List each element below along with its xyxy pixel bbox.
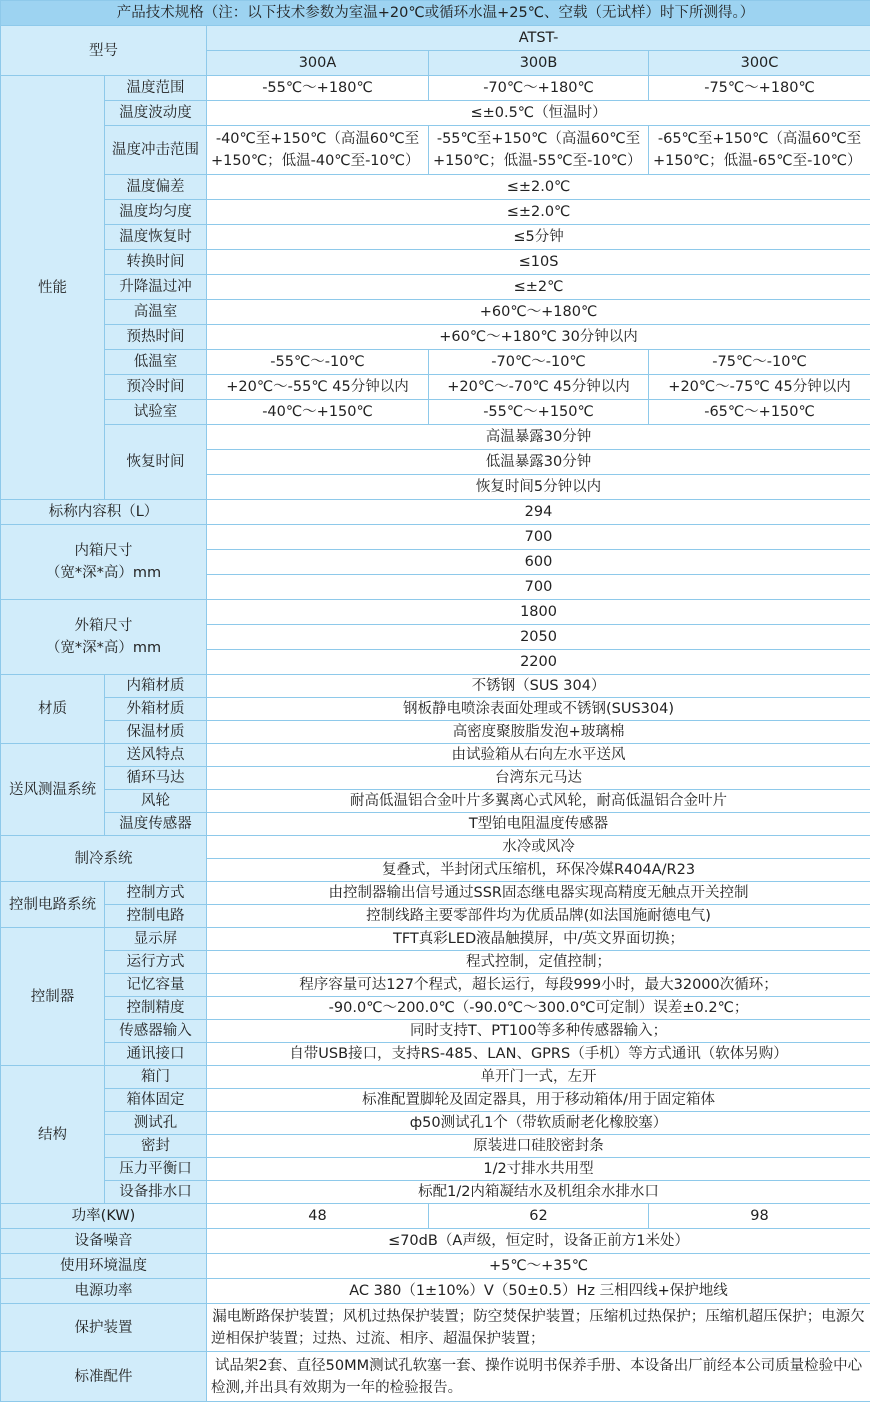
cell-value: T型铂电阻温度传感器 [207, 813, 870, 836]
cell-value: 高密度聚胺脂发泡+玻璃棉 [207, 721, 870, 744]
cell-value: 恢复时间5分钟以内 [207, 475, 870, 500]
cell-value: 2050 [207, 625, 870, 650]
model-300a: 300A [207, 51, 429, 76]
cell-value: AC 380（1±10%）V（50±0.5）Hz 三相四线+保护地线 [207, 1279, 870, 1304]
outer-size-title: 外箱尺寸 [74, 618, 133, 634]
cell-value: ≤±2℃ [207, 275, 870, 300]
cell-value: 钢板静电喷涂表面处理或不锈钢(SUS304) [207, 698, 870, 721]
cell-value: 98 [649, 1204, 870, 1229]
cell-value: -90.0℃～200.0℃（-90.0℃～300.0℃可定制）误差±0.2℃； [207, 997, 870, 1020]
label-control-circuit: 控制电路 [105, 905, 207, 928]
cell-value: -40℃至+150℃（高温60℃至+150℃；低温-40℃至-10℃） [207, 126, 429, 175]
label-door: 箱门 [105, 1066, 207, 1089]
cell-value: +20℃～-70℃ 45分钟以内 [429, 375, 649, 400]
label-motor: 循环马达 [105, 767, 207, 790]
label-outer-size [1, 600, 207, 675]
cell-value: 耐高低温铝合金叶片多翼离心式风轮，耐高低温铝合金叶片 [207, 790, 870, 813]
cell-value: -55℃～+180℃ [207, 76, 429, 101]
cell-value: 控制线路主要零部件均为优质品牌(如法国施耐德电气) [207, 905, 870, 928]
label-shock-range: 温度冲击范围 [105, 126, 207, 175]
label-precision: 控制精度 [105, 997, 207, 1020]
cell-value: 程式控制，定值控制； [207, 951, 870, 974]
label-supply: 电源功率 [1, 1279, 207, 1304]
label-noise: 设备噪音 [1, 1229, 207, 1254]
group-controller: 控制器 [1, 928, 105, 1066]
label-refrigeration: 制冷系统 [1, 836, 207, 882]
cell-value: 48 [207, 1204, 429, 1229]
label-temp-dev: 温度偏差 [105, 175, 207, 200]
cell-value: +5℃～+35℃ [207, 1254, 870, 1279]
cell-value: 不锈钢（SUS 304） [207, 675, 870, 698]
cell-value: ≤10S [207, 250, 870, 275]
cell-value: +60℃～+180℃ [207, 300, 870, 325]
cell-value: -75℃～+180℃ [649, 76, 870, 101]
group-control-circuit: 控制电路系统 [1, 882, 105, 928]
cell-value: 程序容量可达127个程式，超长运行，每段999小时，最大32000次循环； [207, 974, 870, 997]
label-temp-uniform: 温度均匀度 [105, 200, 207, 225]
cell-value: -55℃～+150℃ [429, 400, 649, 425]
label-comm: 通讯接口 [105, 1043, 207, 1066]
cell-value: 700 [207, 575, 870, 600]
cell-value: 62 [429, 1204, 649, 1229]
label-temp-fluct: 温度波动度 [105, 101, 207, 126]
model-label: 型号 [1, 26, 207, 76]
cell-value: ≤±0.5℃（恒温时） [207, 101, 870, 126]
label-temp-range: 温度范围 [105, 76, 207, 101]
cell-value: 由控制器输出信号通过SSR固态继电器实现高精度无触点开关控制 [207, 882, 870, 905]
cell-value: 同时支持T、PT100等多种传感器输入； [207, 1020, 870, 1043]
cell-value: -75℃～-10℃ [649, 350, 870, 375]
label-temp-sensor: 温度传感器 [105, 813, 207, 836]
cell-value: -55℃～-10℃ [207, 350, 429, 375]
cell-value: -65℃至+150℃（高温60℃至+150℃；低温-65℃至-10℃） [649, 126, 870, 175]
cell-value: 原装进口硅胶密封条 [207, 1135, 870, 1158]
label-cold-chamber: 低温室 [105, 350, 207, 375]
cell-value: 1800 [207, 600, 870, 625]
label-temp-recover: 温度恢复时 [105, 225, 207, 250]
cell-value: 复叠式，半封闭式压缩机，环保冷媒R404A/R23 [207, 859, 870, 882]
cell-value: 高温暴露30分钟 [207, 425, 870, 450]
cell-value: 700 [207, 525, 870, 550]
cell-value: -70℃～-10℃ [429, 350, 649, 375]
label-insulation: 保温材质 [105, 721, 207, 744]
group-performance: 性能 [1, 76, 105, 500]
label-air-feature: 送风特点 [105, 744, 207, 767]
label-drain: 设备排水口 [105, 1181, 207, 1204]
label-accessories: 标准配件 [1, 1352, 207, 1402]
model-300b: 300B [429, 51, 649, 76]
label-control-mode: 控制方式 [105, 882, 207, 905]
cell-value: 2200 [207, 650, 870, 675]
cell-value: 漏电断路保护装置；风机过热保护装置；防空焚保护装置；压缩机过热保护；压缩机超压保护；电源欠逆相保护装置；过热、过流、相序、超温保护装置； [207, 1304, 870, 1352]
cell-value: 1/2寸排水共用型 [207, 1158, 870, 1181]
label-inner-size [1, 525, 207, 600]
label-volume: 标称内容积（L） [1, 500, 207, 525]
label-env-temp: 使用环境温度 [1, 1254, 207, 1279]
group-material: 材质 [1, 675, 105, 744]
label-seal: 密封 [105, 1135, 207, 1158]
group-air-system: 送风测温系统 [1, 744, 105, 836]
cell-value: -55℃至+150℃（高温60℃至+150℃；低温-55℃至-10℃） [429, 126, 649, 175]
label-recovery: 恢复时间 [105, 425, 207, 500]
table-title: 产品技术规格（注：以下技术参数为室温+20℃或循环水温+25℃、空载（无试样）时下所测得。） [1, 1, 870, 26]
cell-value: 标准配置脚轮及固定器具，用于移动箱体/用于固定箱体 [207, 1089, 870, 1112]
cell-value: +20℃～-55℃ 45分钟以内 [207, 375, 429, 400]
label-switch-time: 转换时间 [105, 250, 207, 275]
cell-value: ≤±2.0℃ [207, 200, 870, 225]
inner-size-unit: （宽*深*高）mm [45, 565, 162, 581]
cell-value: -65℃～+150℃ [649, 400, 870, 425]
label-fan: 风轮 [105, 790, 207, 813]
label-run-mode: 运行方式 [105, 951, 207, 974]
label-inner-material: 内箱材质 [105, 675, 207, 698]
cell-value: ≤70dB（A声级，恒定时，设备正前方1米处） [207, 1229, 870, 1254]
cell-value: 标配1/2内箱凝结水及机组余水排水口 [207, 1181, 870, 1204]
cell-value: 水冷或风冷 [207, 836, 870, 859]
label-preheat: 预热时间 [105, 325, 207, 350]
label-display: 显示屏 [105, 928, 207, 951]
model-300c: 300C [649, 51, 870, 76]
cell-value: +20℃～-75℃ 45分钟以内 [649, 375, 870, 400]
cell-value: 台湾东元马达 [207, 767, 870, 790]
label-protection: 保护装置 [1, 1304, 207, 1352]
label-outer-material: 外箱材质 [105, 698, 207, 721]
cell-value: 自带USB接口，支持RS-485、LAN、GPRS（手机）等方式通讯（软体另购） [207, 1043, 870, 1066]
group-structure: 结构 [1, 1066, 105, 1204]
cell-value: 试品架2套、直径50MM测试孔软塞一套、操作说明书保养手册、本设备出厂前经本公司质量检验中心检测,并出具有效期为一年的检验报告。 [207, 1352, 870, 1402]
label-fixing: 箱体固定 [105, 1089, 207, 1112]
cell-value: -40℃～+150℃ [207, 400, 429, 425]
cell-value: ≤±2.0℃ [207, 175, 870, 200]
model-series: ATST- [207, 26, 870, 51]
label-sensor-input: 传感器输入 [105, 1020, 207, 1043]
cell-value: 294 [207, 500, 870, 525]
cell-value: 低温暴露30分钟 [207, 450, 870, 475]
label-precool: 预冷时间 [105, 375, 207, 400]
label-memory: 记忆容量 [105, 974, 207, 997]
label-power: 功率(KW) [1, 1204, 207, 1229]
cell-value: 600 [207, 550, 870, 575]
cell-value: -70℃～+180℃ [429, 76, 649, 101]
label-hot-chamber: 高温室 [105, 300, 207, 325]
inner-size-title: 内箱尺寸 [74, 543, 133, 559]
cell-value: ф50测试孔1个（带软质耐老化橡胶塞） [207, 1112, 870, 1135]
cell-value: 单开门一式，左开 [207, 1066, 870, 1089]
cell-value: 由试验箱从右向左水平送风 [207, 744, 870, 767]
cell-value: ≤5分钟 [207, 225, 870, 250]
cell-value: +60℃～+180℃ 30分钟以内 [207, 325, 870, 350]
outer-size-unit: （宽*深*高）mm [45, 640, 162, 656]
label-test-hole: 测试孔 [105, 1112, 207, 1135]
label-pressure-port: 压力平衡口 [105, 1158, 207, 1181]
cell-value: TFT真彩LED液晶触摸屏，中/英文界面切换； [207, 928, 870, 951]
label-overshoot: 升降温过冲 [105, 275, 207, 300]
label-test-chamber: 试验室 [105, 400, 207, 425]
